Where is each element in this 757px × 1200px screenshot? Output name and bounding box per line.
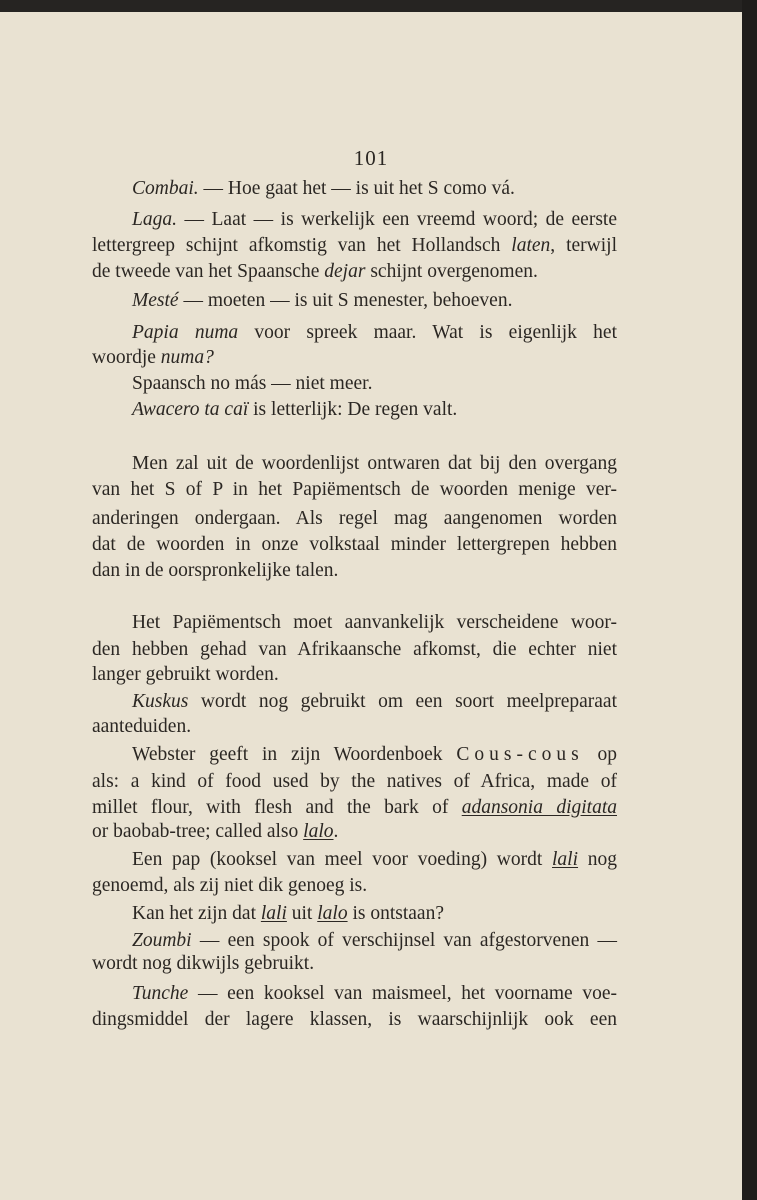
- text-segment: Kan het zijn dat: [132, 903, 261, 924]
- text-segment: Men zal uit de woordenlijst ontwaren dat bij den overgang: [132, 453, 617, 474]
- text-segment: dat de woorden in onze volkstaal minder lettergrepen hebben: [92, 534, 617, 555]
- text-segment: de tweede van het Spaansche: [92, 261, 325, 282]
- italic-term: Combai.: [132, 178, 199, 199]
- book-page: [0, 12, 742, 1200]
- text-line: [132, 982, 617, 1006]
- text-segment: millet flour, with flesh and the bark of: [92, 797, 462, 818]
- text-segment: wordt nog dikwijls gebruikt.: [92, 953, 315, 974]
- italic-term: lali: [260, 903, 287, 924]
- text-segment: anderingen ondergaan. Als regel mag aangenomen worden: [92, 508, 617, 529]
- scan-border-top: [0, 0, 742, 12]
- text-segment: .: [333, 821, 339, 842]
- italic-term: laten: [511, 235, 551, 256]
- italic-term: Mesté: [132, 290, 179, 311]
- text-line: [92, 346, 617, 370]
- text-segment: is ontstaan?: [347, 903, 444, 924]
- text-line: [92, 260, 617, 284]
- text-segment: genoemd, als zij niet dik genoeg is.: [92, 875, 368, 896]
- text-line: [132, 611, 617, 635]
- italic-term: Laga.: [132, 209, 177, 230]
- text-segment: Een pap (kooksel van meel voor voeding) wordt: [132, 849, 553, 870]
- text-segment: voor spreek maar. Wat is eigenlijk het: [238, 322, 617, 343]
- text-segment: dan in de oorspronkelijke talen.: [92, 560, 339, 581]
- text-line: [132, 743, 617, 767]
- text-line: [92, 770, 617, 794]
- text-segment: den hebben gehad van Afrikaansche afkomst, die echter niet: [92, 639, 617, 660]
- text-segment: , terwijl: [550, 235, 617, 256]
- text-segment: Het Papiëmentsch moet aanvankelijk verscheidene woor-: [132, 612, 617, 633]
- text-line: [92, 234, 617, 258]
- text-line: [132, 177, 617, 201]
- page-number: 101: [353, 146, 389, 170]
- italic-term: Awacero ta caï: [132, 399, 249, 420]
- text-segment: als: a kind of food used by the natives of Africa, made of: [92, 771, 617, 792]
- text-line: [132, 398, 617, 422]
- text-line: [132, 289, 617, 313]
- text-segment: op: [583, 744, 618, 765]
- italic-term: Tunche: [132, 983, 189, 1004]
- text-segment: is letterlijk: De regen valt.: [248, 399, 458, 420]
- italic-term: lalo: [317, 903, 348, 924]
- text-line: [92, 715, 617, 739]
- italic-term: Papia numa: [132, 322, 239, 343]
- italic-term: Zoumbi: [132, 930, 192, 951]
- text-segment: — moeten — is uit S menester, behoeven.: [178, 290, 513, 311]
- text-segment: dingsmiddel der lagere klassen, is waarschijnlijk ook een: [92, 1009, 617, 1030]
- text-line: [92, 638, 617, 662]
- text-segment: — Laat — is werkelijk een vreemd woord; de eerste: [176, 209, 617, 230]
- italic-term: lalo: [303, 821, 334, 842]
- text-segment: — een spook of verschijnsel van afgestorvenen —: [191, 930, 617, 951]
- text-segment: langer gebruikt worden.: [92, 664, 279, 685]
- text-line: [92, 559, 617, 583]
- text-line: [92, 1008, 617, 1032]
- italic-term: Kuskus: [132, 691, 189, 712]
- text-line: [92, 533, 617, 557]
- text-line: [92, 663, 617, 687]
- text-line: [132, 452, 617, 476]
- italic-term: dejar: [324, 261, 366, 282]
- italic-term: adansonia digitata: [461, 797, 617, 818]
- text-line: [132, 321, 617, 345]
- text-segment: uit: [286, 903, 318, 924]
- text-line: [132, 208, 617, 232]
- text-line: [92, 478, 617, 502]
- text-line: [92, 952, 617, 976]
- text-line: [92, 874, 617, 898]
- text-segment: or baobab-tree; called also: [92, 821, 304, 842]
- text-line: [92, 820, 617, 844]
- text-segment: — Hoe gaat het — is uit het S como vá.: [198, 178, 515, 199]
- italic-term: numa?: [160, 347, 214, 368]
- italic-term: lali: [552, 849, 579, 870]
- scan-border-right: [742, 0, 757, 1200]
- text-segment: — een kooksel van maismeel, het voorname voe-: [188, 983, 617, 1004]
- text-line: [132, 690, 617, 714]
- text-segment: wordt nog gebruikt om een soort meelpreparaat: [188, 691, 617, 712]
- text-segment: aanteduiden.: [92, 716, 192, 737]
- text-segment: woordje: [92, 347, 161, 368]
- text-segment: Webster geeft in zijn Woordenboek: [132, 744, 457, 765]
- text-segment: van het S of P in het Papiëmentsch de woorden menige ver-: [92, 479, 617, 500]
- text-line: [132, 372, 617, 396]
- text-segment: lettergreep schijnt afkomstig van het Hollandsch: [92, 235, 512, 256]
- text-segment: nog: [578, 849, 618, 870]
- text-line: [132, 848, 617, 872]
- text-segment: Spaansch no más — niet meer.: [132, 373, 373, 394]
- text-line: [92, 796, 617, 820]
- text-line: [132, 929, 617, 953]
- spaced-term: Cous-cous: [456, 744, 584, 765]
- text-line: [92, 507, 617, 531]
- text-line: [132, 902, 617, 926]
- text-segment: schijnt overgenomen.: [365, 261, 538, 282]
